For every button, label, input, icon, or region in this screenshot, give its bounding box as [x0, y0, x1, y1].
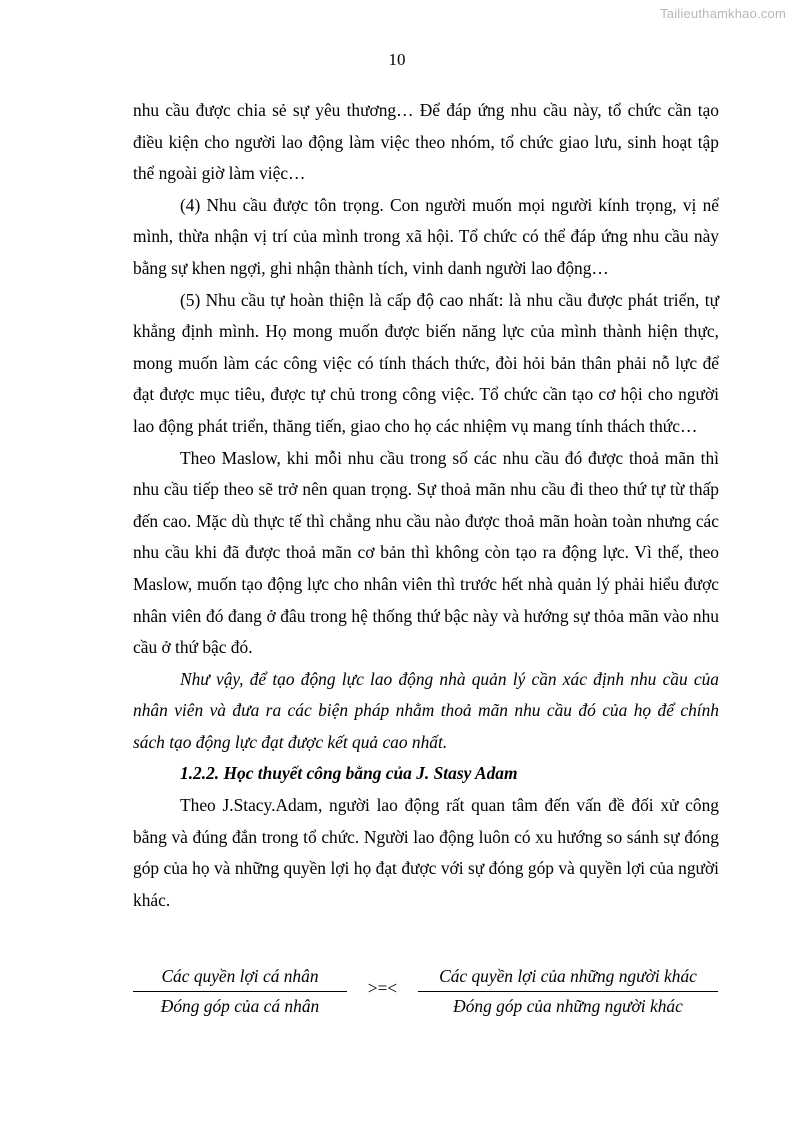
watermark: Tailieuthamkhao.com	[660, 6, 786, 21]
left-numerator: Các quyền lợi cá nhân	[133, 962, 347, 992]
right-denominator: Đóng góp của những người khác	[453, 996, 683, 1016]
paragraph-maslow-theory: Theo Maslow, khi mỗi nhu cầu trong số các nhu cầu đó được thoả mãn thì nhu cầu tiếp theo sẽ trở nên quan trọng. Sự thoả mãn nhu cầu đi theo thứ tự từ thấp đến cao. Mặc dù thực tế thì chẳng nhu cầu nào được thoả mãn hoàn toàn nhưng các nhu cầu khi đã được thoả mãn cơ bản thì không còn tạo ra động lực. Vì thế, theo Maslow, muốn tạo động lực cho nhân viên thì trước hết nhà quản lý phải hiểu được nhân viên đó đang ở đâu trong hệ thống thứ bậc này và hướng sự thỏa mãn vào nhu cầu ở thứ bậc đó.	[133, 447, 719, 658]
comparison-operator: >=<	[367, 978, 398, 998]
left-denominator: Đóng góp của cá nhân	[160, 996, 320, 1016]
paragraph-esteem-needs: (4) Nhu cầu được tôn trọng. Con người muốn mọi người kính trọng, vị nể mình, thừa nhận vị trí của mình trong xã hội. Tổ chức có thể đáp ứng nhu cầu này bằng sự khen ngợi, ghi nhận thành tích, vinh danh người lao động…	[133, 194, 719, 278]
paragraph-conclusion: Như vậy, để tạo động lực lao động nhà quản lý cần xác định nhu cầu của nhân viên và đưa ra các biện pháp nhằm thoả mãn nhu cầu đó của họ để chính sách tạo động lực đạt được kết quả cao nhất.	[133, 668, 719, 752]
equity-formula	[133, 962, 719, 1022]
left-fraction	[133, 962, 347, 1021]
page-number: 10	[388, 50, 406, 69]
section-heading: 1.2.2. Học thuyết công bằng của J. Stasy Adam	[180, 763, 518, 784]
paragraph-social-needs: nhu cầu được chia sẻ sự yêu thương… Để đáp ứng nhu cầu này, tổ chức cần tạo điều kiện cho người lao động làm việc theo nhóm, tổ chức giao lưu, sinh hoạt tập thể ngoài giờ làm việc…	[133, 100, 719, 184]
right-numerator: Các quyền lợi của những người khác	[418, 962, 718, 992]
right-fraction	[418, 962, 718, 1021]
paragraph-adam-theory: Theo J.Stacy.Adam, người lao động rất quan tâm đến vấn đề đối xử công bằng và đúng đắn trong tổ chức. Người lao động luôn có xu hướng so sánh sự đóng góp của họ và những quyền lợi họ đạt được với sự đóng góp và quyền lợi của người khác.	[133, 795, 719, 910]
paragraph-self-actualization: (5) Nhu cầu tự hoàn thiện là cấp độ cao nhất: là nhu cầu được phát triển, tự khẳng định mình. Họ mong muốn được biến năng lực của mình thành hiện thực, mong muốn làm các công việc có tính thách thức, đòi hỏi bản thân phải nỗ lực để đạt được mục tiêu, được tự chủ trong công việc. Tổ chức cần tạo cơ hội cho người lao động phát triển, thăng tiến, giao cho họ các nhiệm vụ mang tính thách thức…	[133, 289, 719, 436]
document-body	[133, 95, 719, 916]
